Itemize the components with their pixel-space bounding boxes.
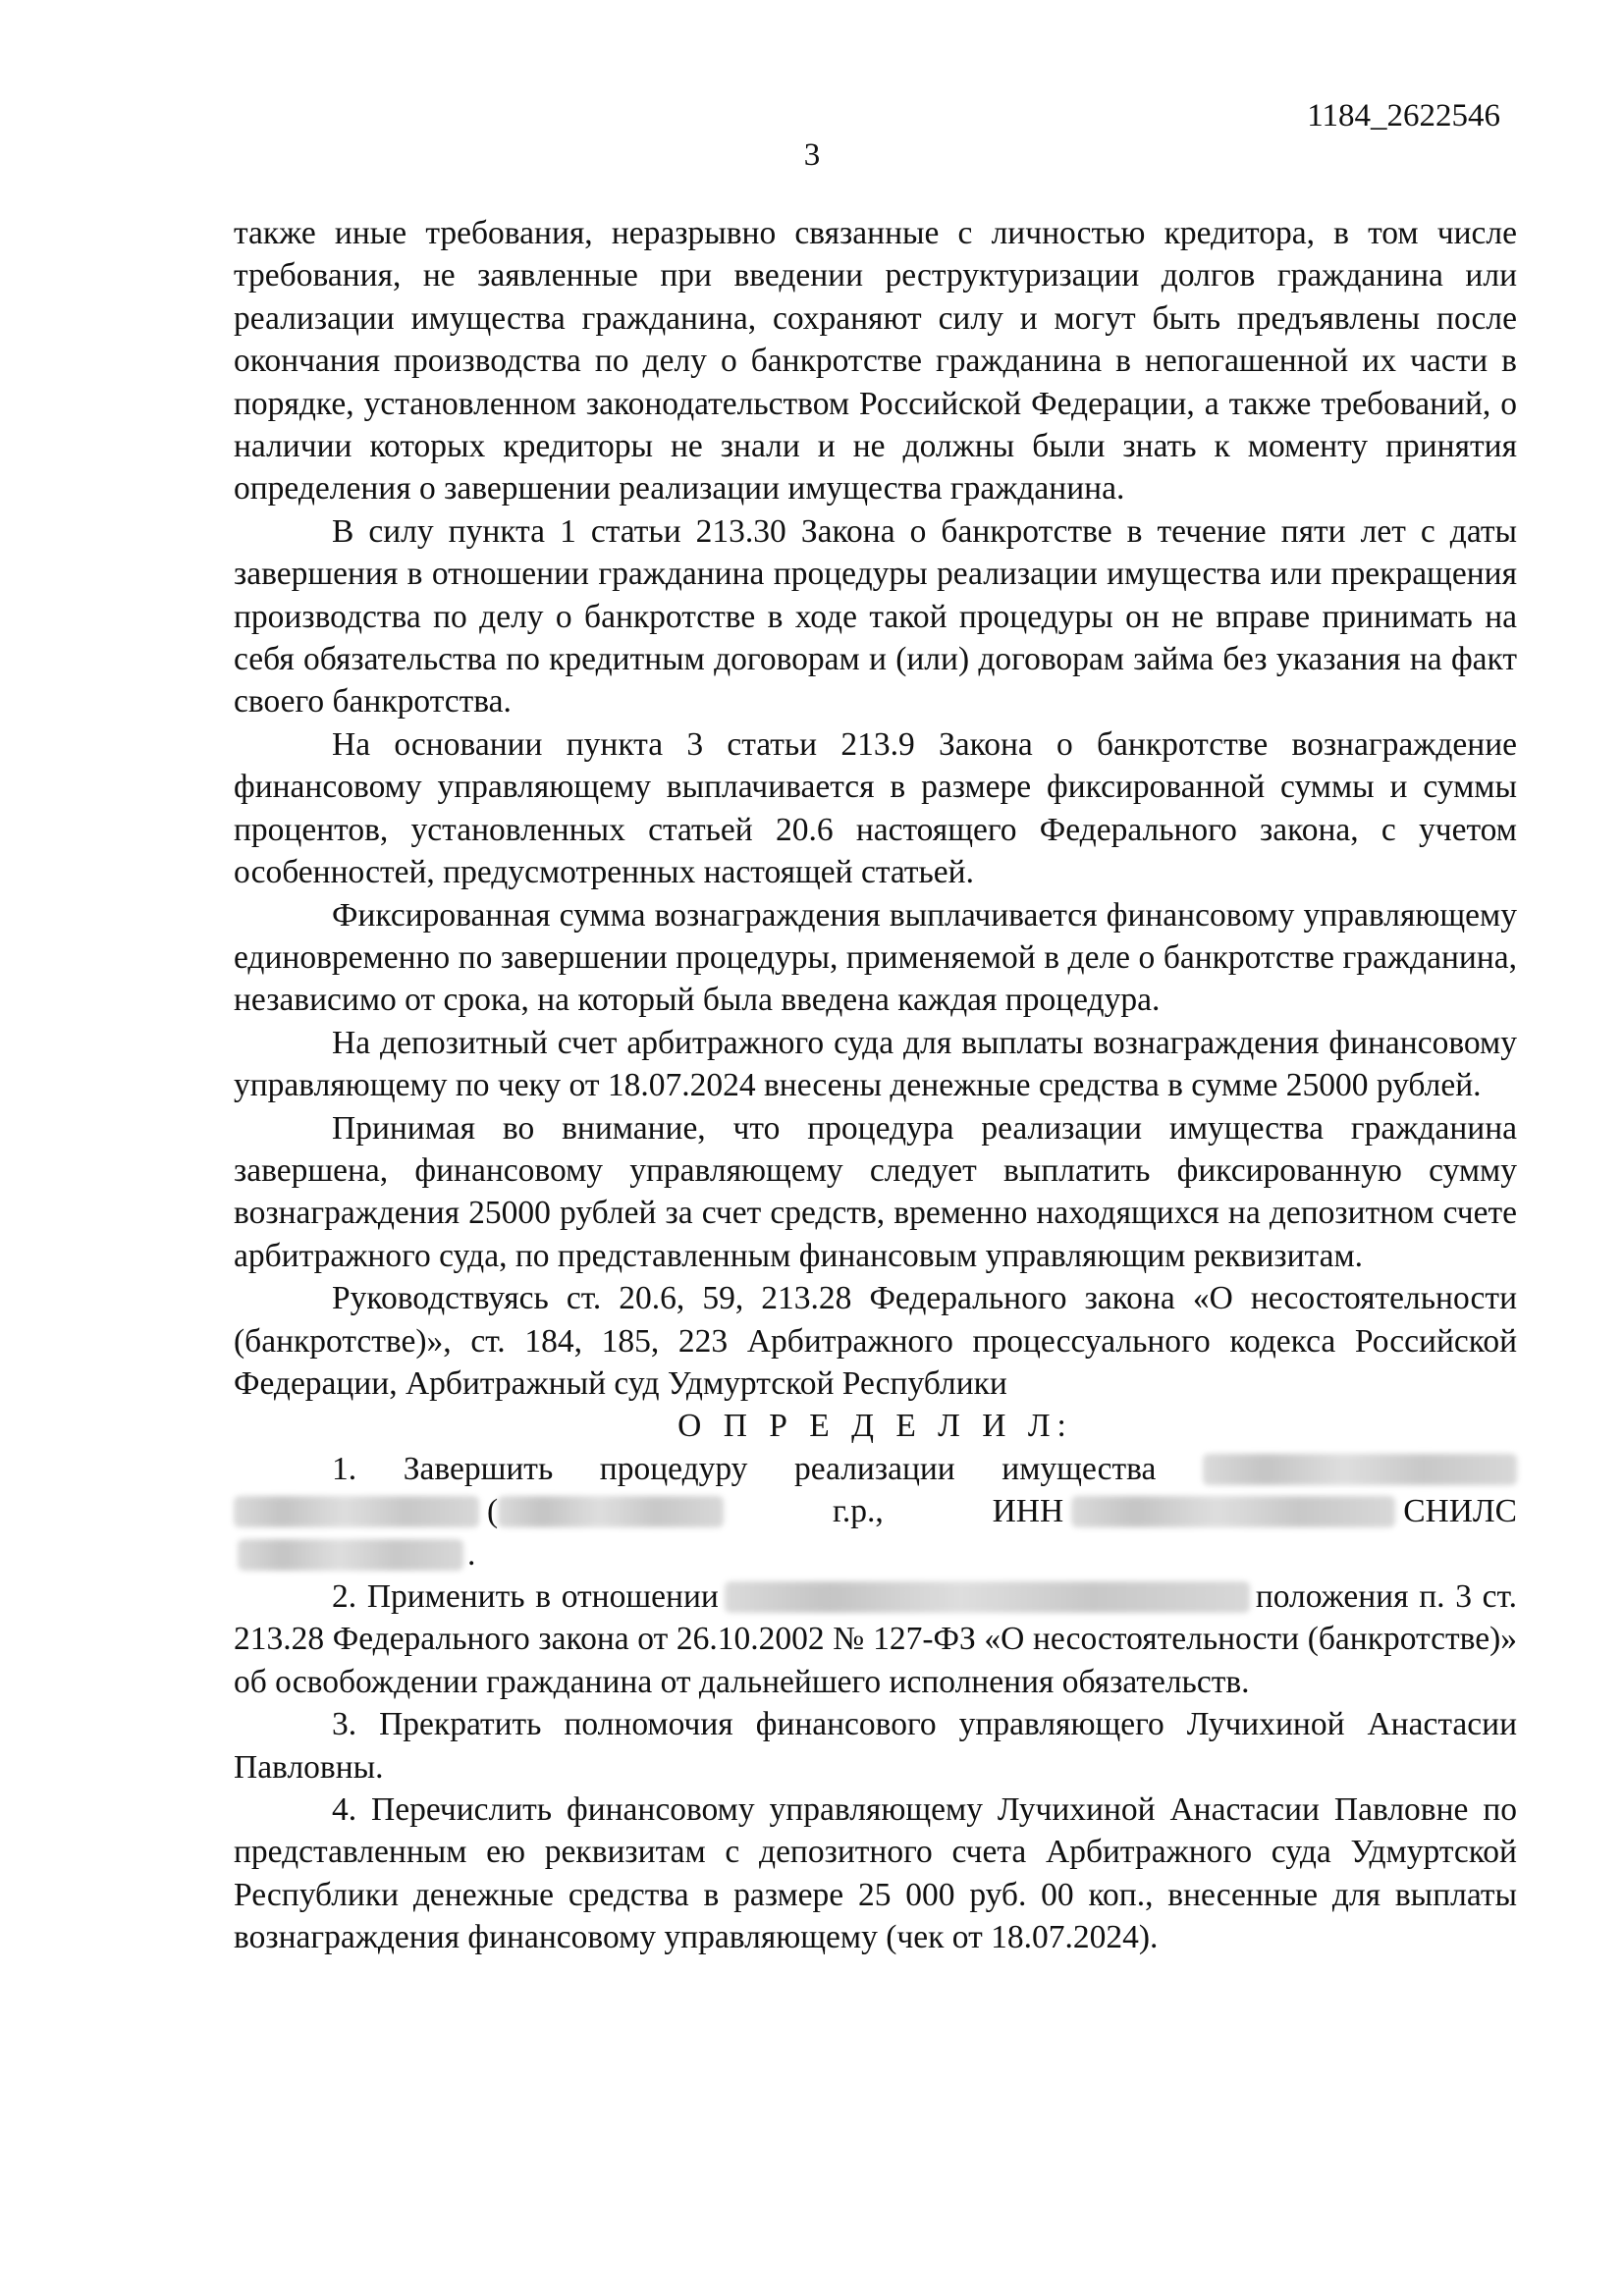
redacted-inn (1071, 1496, 1395, 1527)
redacted-debtor-name (1203, 1454, 1517, 1485)
decision-heading: О П Р Е Д Е Л И Л: (677, 1408, 1073, 1445)
paragraph-fixed-sum: Фиксированная сумма вознаграждения выплачивается финансовому управляющему единовременно по завершении процедуры, применяемой в деле о банкротстве гражданина, независимо от срока, на который была введена каждая процедура. (234, 896, 1517, 1019)
document-body (234, 212, 1517, 1959)
paragraph-payment: Принимая во внимание, что процедура реализации имущества гражданина завершена, финансовому управляющему следует выплатить фиксированную сумму вознаграждения 25000 рублей за счет средств, временно находящихся на депозитном счете арбитражного суда, по представленным финансовым управляющим реквизитам. (234, 1109, 1517, 1274)
redacted-debtor-patronymic (234, 1496, 479, 1527)
item-1-snils: СНИЛС (1403, 1493, 1517, 1530)
item-1-end: . (467, 1535, 476, 1573)
item-1-dob-open: ( (487, 1493, 499, 1530)
redacted-birth-date (498, 1496, 724, 1527)
item-1-text: 1. Завершить процедуру реализации имущества (332, 1450, 1157, 1487)
item-1-gr-inn: г.р., ИНН (832, 1493, 1064, 1530)
paragraph-legal-basis: Руководствуясь ст. 20.6, 59, 213.28 Федерального закона «О несостоятельности (банкротстве)», ст. 184, 185, 223 Арбитражного процессуального кодекса Российской Федерации, Арбитражный суд Удмуртской Республики (234, 1280, 1517, 1402)
decision-item-2 (234, 1575, 1517, 1703)
paragraph-article-213-30: В силу пункта 1 статьи 213.30 Закона о банкротстве в течение пяти лет с даты завершения в отношении гражданина процедуры реализации имущества или прекращения производства по делу о банкротстве в ходе такой процедуры он не вправе принимать на себя обязательства по кредитным договорам и (или) договорам займа без указания на факт своего банкротства. (234, 512, 1517, 721)
item-2-text-end: положения п. 3 ст. 213.28 Федерального закона от 26.10.2002 № 127-ФЗ «О несостоятельности (банкротстве)» об освобождении гражданина от дальнейшего исполнения обязательств. (234, 1578, 1518, 1700)
decision-item-3: 3. Прекратить полномочия финансового управляющего Лучихиной Анастасии Павловны. (234, 1706, 1517, 1786)
document-id: 1184_2622546 (1307, 98, 1500, 133)
paragraph-article-213-9: На основании пункта 3 статьи 213.9 Закона о банкротстве вознаграждение финансовому управляющему выплачивается в размере фиксированной суммы и суммы процентов, установленных статьей 20.6 настоящего Федерального закона, с учетом особенностей, предусмотренных настоящей статьей. (234, 725, 1517, 891)
page-number: 3 (803, 137, 821, 173)
paragraph-deposit: На депозитный счет арбитражного суда для выплаты вознаграждения финансовому управляющему по чеку от 18.07.2024 внесены денежные средства в сумме 25000 рублей. (234, 1024, 1517, 1104)
item-2-text: 2. Применить в отношении (332, 1578, 719, 1615)
decision-item-1 (234, 1448, 1517, 1575)
redacted-debtor-full-name (725, 1581, 1250, 1613)
redacted-snils (238, 1539, 463, 1571)
paragraph-continuation: также иные требования, неразрывно связанные с личностью кредитора, в том числе требования, не заявленные при введении реструктуризации долгов гражданина или реализации имущества гражданина, сохраняют силу и могут быть предъявлены после окончания производства по делу о банкротстве гражданина в непогашенной их части в порядке, установленном законодательством Российской Федерации, а также требований, о наличии которых кредиторы не знали и не должны были знать к моменту принятия определения о завершении реализации имущества гражданина. (234, 215, 1517, 507)
decision-item-4: 4. Перечислить финансовому управляющему Лучихиной Анастасии Павловне по представленным ею реквизитам с депозитного счета Арбитражного суда Удмуртской Республики денежные средства в размере 25 000 руб. 00 коп., внесенные для выплаты вознаграждения финансовому управляющему (чек от 18.07.2024). (234, 1791, 1517, 1956)
